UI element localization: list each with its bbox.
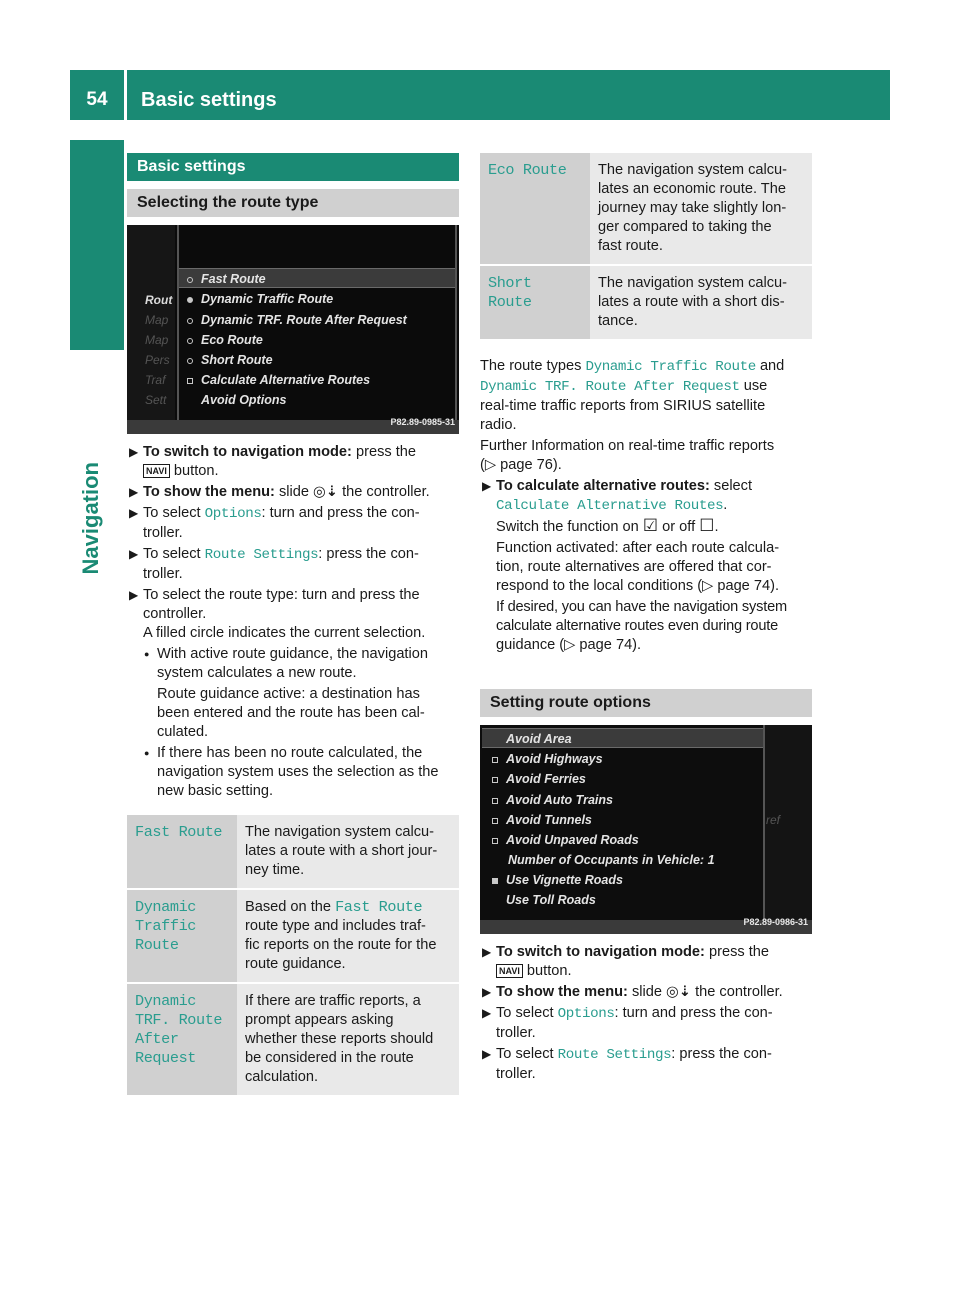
radio-icon	[187, 318, 193, 324]
navi-button-icon: NAVI	[496, 964, 523, 978]
step-cont: A filled circle indicates the current selection.	[143, 625, 426, 641]
menu-item-toll-roads[interactable]: Use Toll Roads	[506, 893, 596, 907]
radio-filled-icon	[187, 297, 193, 303]
step: ▶ To calculate alternative routes: select	[482, 478, 753, 494]
checkbox-icon	[492, 798, 498, 804]
image-code: P82.89-0986-31	[743, 917, 808, 927]
arrow-icon: ▶	[129, 445, 139, 459]
table-term: Fast Route	[127, 815, 237, 889]
step-cont: troller.	[496, 1025, 536, 1041]
route-type-screenshot	[127, 225, 459, 434]
menu-item-avoid-highways[interactable]: Avoid Highways	[492, 750, 603, 769]
bullet-cont: been entered and the route has been cal-	[157, 705, 425, 721]
checkbox-icon	[492, 838, 498, 844]
table-row	[480, 153, 812, 265]
bullet: ● With active route guidance, the navigation	[144, 646, 428, 662]
arrow-icon: ▶	[482, 479, 492, 493]
bullet: ● If there has been no route calculated, the	[144, 745, 423, 761]
arrow-icon: ▶	[482, 1047, 492, 1061]
menu-item-occupants[interactable]: Number of Occupants in Vehicle: 1	[508, 853, 715, 867]
step: ▶ To select Route Settings: press the con-	[482, 1046, 772, 1063]
radio-icon	[187, 358, 193, 364]
table-row	[127, 889, 459, 983]
subheading-route-options: Setting route options	[480, 689, 812, 717]
step-cont: If desired, you can have the navigation system	[496, 599, 787, 615]
step: ▶ To select Route Settings: press the con-	[129, 546, 419, 563]
menu-item-dynamic-trf-route[interactable]: Dynamic TRF. Route After Request	[187, 311, 407, 330]
controller-icon: ◎⇣	[313, 484, 338, 500]
page-number: 54	[86, 89, 108, 110]
menu-item-avoid-auto-trains[interactable]: Avoid Auto Trains	[492, 791, 613, 810]
menu-item-dynamic-traffic-route[interactable]: Dynamic Traffic Route	[187, 290, 333, 309]
image-code: P82.89-0985-31	[390, 417, 455, 427]
controller-icon: ◎⇣	[666, 984, 691, 1000]
table-desc: If there are traffic reports, a prompt appears asking whether these reports should be considered in the route calculation.	[237, 983, 459, 1096]
left-column	[127, 153, 459, 1097]
menu-item-avoid-area[interactable]: Avoid Area	[506, 732, 572, 746]
bullet-cont: system calculates a new route.	[157, 665, 357, 681]
checkbox-off-icon: ☐	[699, 516, 715, 535]
bullet-cont: Route guidance active: a destination has	[157, 686, 420, 702]
route-options-screenshot	[480, 725, 812, 934]
bullet-cont: navigation system uses the selection as the	[157, 764, 439, 780]
menu-item-vignette-roads[interactable]: Use Vignette Roads	[492, 871, 623, 890]
route-type-table	[127, 815, 459, 1097]
menu-item-short-route[interactable]: Short Route	[187, 351, 273, 370]
table-desc: The navigation system calcu- lates an economic route. The journey may take slightly lon- ger compared to taking the fast route.	[590, 153, 812, 265]
arrow-icon: ▶	[129, 588, 139, 602]
side-color-block	[70, 140, 124, 350]
bullet-icon: ●	[144, 748, 150, 758]
checkbox-icon	[492, 818, 498, 824]
checkbox-checked-icon	[492, 878, 498, 884]
screen-side-label: ref	[766, 813, 781, 827]
step-cont: controller.	[143, 606, 207, 622]
bullet-cont: culated.	[157, 724, 209, 740]
menu-item-avoid-tunnels[interactable]: Avoid Tunnels	[492, 811, 592, 830]
table-term: Short Route	[480, 265, 590, 340]
table-term: Dynamic Traffic Route	[127, 889, 237, 983]
radio-icon	[187, 338, 193, 344]
table-desc: The navigation system calcu- lates a route with a short jour- ney time.	[237, 815, 459, 889]
step-cont: guidance (▷ page 74).	[496, 637, 642, 653]
step-cont: troller.	[143, 566, 183, 582]
arrow-icon: ▶	[129, 485, 139, 499]
screen-side-label: Map	[145, 313, 169, 327]
arrow-icon: ▶	[129, 547, 139, 561]
step-cont: NAVI button.	[127, 462, 459, 481]
step: ▶ To select Options: turn and press the con-	[482, 1005, 773, 1022]
paragraph: Further Information on real-time traffic reports	[480, 438, 775, 454]
screen-side-label: Rout	[145, 293, 173, 307]
screen-divider	[177, 225, 179, 420]
step: ▶ To select Options: turn and press the con-	[129, 505, 420, 522]
screen-side-label: Traf	[145, 373, 166, 387]
step-cont: NAVI button.	[480, 962, 812, 981]
side-tab-label: Navigation	[78, 462, 103, 575]
header-separator	[124, 70, 127, 120]
menu-item-calc-alternative[interactable]: Calculate Alternative Routes	[187, 371, 370, 390]
paragraph-cont: real-time traffic reports from SIRIUS satellite	[480, 398, 766, 414]
screen-side-label: Map	[145, 333, 169, 347]
arrow-icon: ▶	[482, 985, 492, 999]
step-cont: calculate alternative routes even during route	[496, 618, 779, 634]
bullet-cont: new basic setting.	[157, 783, 274, 799]
route-type-table-cont	[480, 153, 812, 341]
arrow-icon: ▶	[129, 506, 139, 520]
screen-side-label: Pers	[145, 353, 170, 367]
menu-item-avoid-unpaved[interactable]: Avoid Unpaved Roads	[492, 831, 639, 850]
radio-icon	[187, 277, 193, 283]
arrow-icon: ▶	[482, 1006, 492, 1020]
step: ▶ To show the menu: slide ◎⇣ the controller.	[482, 984, 783, 1000]
screen-side-label: Sett	[145, 393, 167, 407]
menu-item-eco-route[interactable]: Eco Route	[187, 331, 263, 350]
paragraph-cont: Dynamic TRF. Route After Request use	[480, 378, 768, 395]
step-cont: Calculate Alternative Routes.	[496, 497, 728, 514]
table-row	[127, 983, 459, 1096]
step-cont: tion, route alternatives are offered that cor-	[496, 559, 772, 575]
page-title: Basic settings	[141, 89, 277, 111]
checkbox-icon	[492, 777, 498, 783]
step-cont: troller.	[496, 1066, 536, 1082]
section-heading: Basic settings	[127, 153, 459, 181]
step-cont: troller.	[143, 525, 183, 541]
step-cont: Switch the function on ☑ or off ☐.	[496, 516, 719, 535]
right-column	[480, 153, 812, 1084]
menu-item-avoid-options[interactable]: Avoid Options	[201, 393, 287, 407]
paragraph-cont: radio.	[480, 417, 517, 433]
table-term: Eco Route	[480, 153, 590, 265]
screen-divider-right	[455, 225, 457, 420]
paragraph: The route types Dynamic Traffic Route and	[480, 358, 785, 375]
step: ▶ To select the route type: turn and press the	[129, 587, 420, 603]
table-row	[480, 265, 812, 340]
arrow-icon: ▶	[482, 945, 492, 959]
paragraph-cont: (▷ page 76).	[480, 457, 562, 473]
table-desc: The navigation system calcu- lates a route with a short dis- tance.	[590, 265, 812, 340]
side-tab	[74, 446, 108, 575]
step: ▶ To switch to navigation mode: press the	[482, 944, 770, 960]
table-term: Dynamic TRF. Route After Request	[127, 983, 237, 1096]
step: ▶ To show the menu: slide ◎⇣ the controller.	[129, 484, 430, 500]
table-row	[127, 815, 459, 889]
menu-item-avoid-ferries[interactable]: Avoid Ferries	[492, 770, 586, 789]
step-cont: Function activated: after each route calcula-	[496, 540, 780, 556]
bullet-icon: ●	[144, 649, 150, 659]
menu-item-fast-route[interactable]: Fast Route	[187, 270, 266, 289]
table-desc: Based on the Fast Route route type and includes traf- fic reports on the route for the route guidance.	[237, 889, 459, 983]
subheading-route-type: Selecting the route type	[127, 189, 459, 217]
checkbox-on-icon: ☑	[642, 516, 659, 535]
step: ▶ To switch to navigation mode: press the	[129, 444, 417, 460]
navi-button-icon: NAVI	[143, 464, 170, 478]
step-cont: respond to the local conditions (▷ page 74).	[496, 578, 780, 594]
checkbox-icon	[492, 757, 498, 763]
checkbox-icon	[187, 378, 193, 384]
